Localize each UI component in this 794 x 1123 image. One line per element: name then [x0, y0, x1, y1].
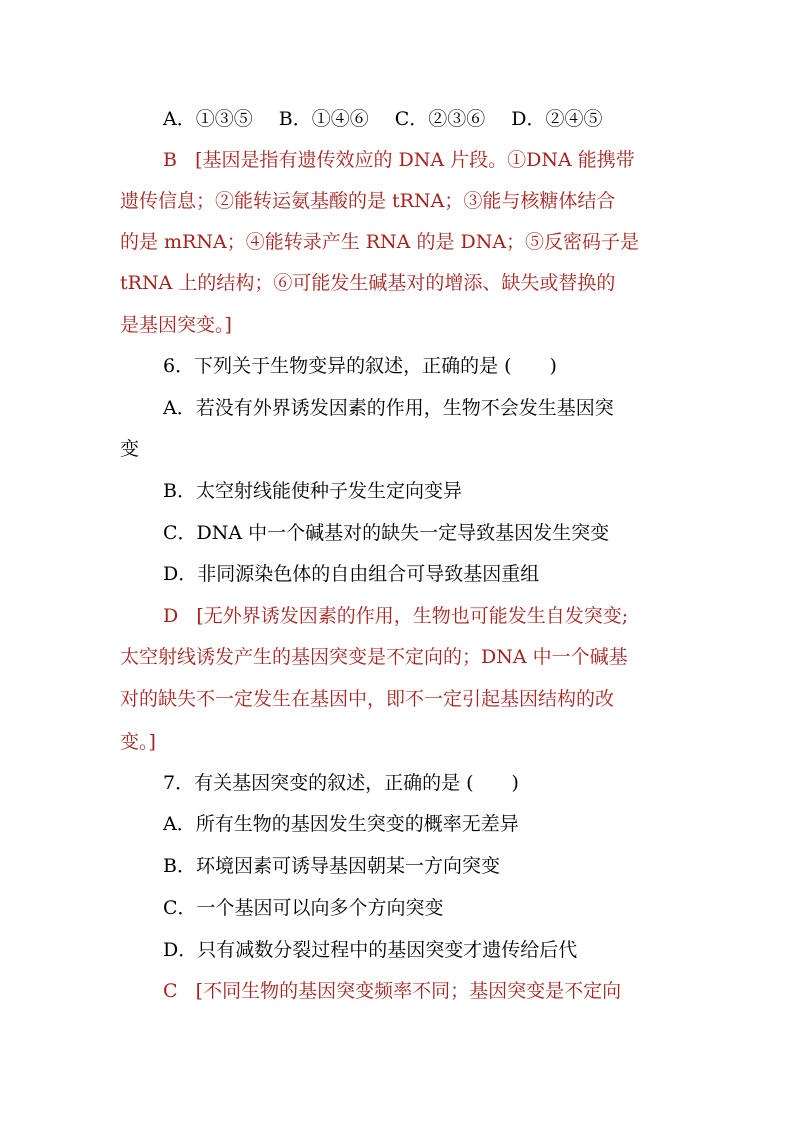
q7-option-b: B．环境因素可诱导基因朝某一方向突变 [163, 855, 500, 877]
q7-explanation-text-1: [不同生物的基因突变频率不同；基因突变是不定向 [195, 980, 622, 1002]
q5-option-b: B．①④⑥ [278, 108, 369, 130]
q6-stem: 6．下列关于生物变异的叙述，正确的是 ( ) [163, 355, 557, 377]
q5-option-c: C．②③⑥ [394, 108, 486, 130]
q6-explanation-line-2: 太空射线诱发产生的基因突变是不定向的；DNA 中一个碱基 [120, 646, 628, 668]
q5-options-row [163, 107, 602, 131]
q6-explanation-text-1: [无外界诱发因素的作用，生物也可能发生自发突变; [196, 605, 629, 627]
q6-explanation-line-3: 对的缺失不一定发生在基因中，即不一定引起基因结构的改 [120, 688, 615, 710]
q7-stem: 7．有关基因突变的叙述，正确的是 ( ) [163, 772, 519, 794]
q6-option-a-line-1: A．若没有外界诱发因素的作用，生物不会发生基因突 [163, 397, 614, 419]
q5-option-a: A．①③⑤ [163, 108, 253, 130]
q7-option-d: D．只有减数分裂过程中的基因突变才遗传给后代 [163, 939, 578, 961]
q5-explanation-text-1: [基因是指有遗传效应的 DNA 片段。①DNA 能携带 [195, 149, 635, 171]
q7-answer-letter: C [163, 980, 178, 1002]
q6-option-a-line-2: 变 [120, 438, 140, 460]
q6-explanation-line-1 [163, 604, 628, 628]
q7-option-a: A．所有生物的基因发生突变的概率无差异 [163, 813, 519, 835]
q5-explanation-line-2: 遗传信息；②能转运氨基酸的是 tRNA；③能与核糖体结合 [120, 190, 616, 212]
q6-option-d: D．非同源染色体的自由组合可导致基因重组 [163, 563, 540, 585]
q5-explanation-line-1 [163, 148, 635, 172]
q7-explanation-line-1 [163, 979, 621, 1003]
q5-explanation-line-5: 是基因突变。] [120, 314, 232, 336]
q5-option-d: D．②④⑤ [511, 108, 603, 130]
q7-option-c: C．一个基因可以向多个方向突变 [163, 897, 444, 919]
q5-explanation-line-3: 的是 mRNA；④能转录产生 RNA 的是 DNA；⑤反密码子是 [120, 231, 640, 253]
q6-option-b: B．太空射线能使种子发生定向变异 [163, 480, 462, 502]
q5-answer-letter: B [163, 149, 177, 171]
q5-explanation-line-4: tRNA 上的结构；⑥可能发生碱基对的增添、缺失或替换的 [120, 272, 616, 294]
q6-explanation-line-4: 变。] [120, 731, 156, 753]
q6-option-c: C．DNA 中一个碱基对的缺失一定导致基因发生突变 [163, 522, 610, 544]
q6-answer-letter: D [163, 605, 179, 627]
